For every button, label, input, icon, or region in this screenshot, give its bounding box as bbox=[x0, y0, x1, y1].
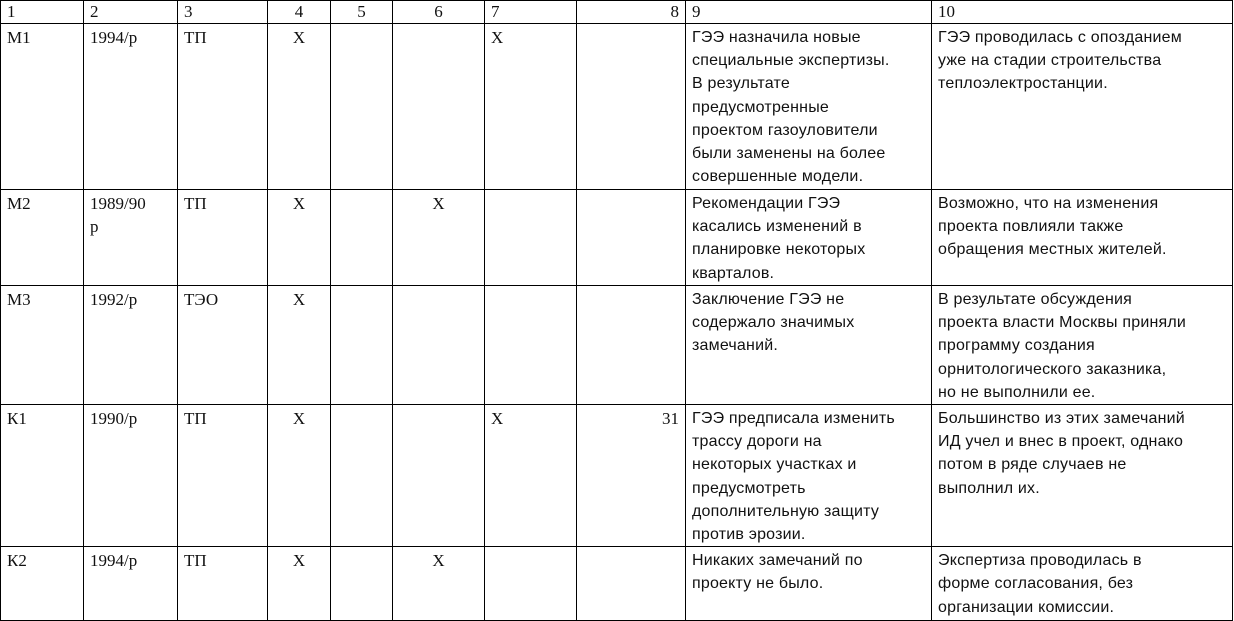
cell-type: ТП bbox=[178, 547, 268, 621]
cell-col7 bbox=[485, 190, 577, 286]
cell-remarks: Никаких замечаний по проекту не было. bbox=[686, 547, 932, 621]
header-cell: 10 bbox=[932, 1, 1233, 24]
cell-col8 bbox=[577, 547, 686, 621]
cell-col8 bbox=[577, 190, 686, 286]
cell-id: М1 bbox=[1, 24, 84, 190]
cell-col4: Х bbox=[268, 24, 331, 190]
cell-col6 bbox=[393, 405, 485, 547]
header-cell: 7 bbox=[485, 1, 577, 24]
cell-notes: ГЭЭ проводилась с опозданием уже на стадии строительства теплоэлектростанции. bbox=[932, 24, 1233, 190]
cell-notes: В результате обсуждения проекта власти Москвы приняли программу создания орнитологического заказника, но не выполнили ее. bbox=[932, 286, 1233, 405]
cell-type: ТП bbox=[178, 190, 268, 286]
cell-col8 bbox=[577, 286, 686, 405]
cell-year: 1994/р bbox=[84, 24, 178, 190]
cell-remarks: ГЭЭ предписала изменить трассу дороги на некоторых участках и предусмотреть дополнительную защиту против эрозии. bbox=[686, 405, 932, 547]
cell-col6: Х bbox=[393, 190, 485, 286]
cell-col5 bbox=[331, 286, 393, 405]
cell-type: ТП bbox=[178, 24, 268, 190]
cell-remarks: Заключение ГЭЭ не содержало значимых замечаний. bbox=[686, 286, 932, 405]
cell-type: ТП bbox=[178, 405, 268, 547]
header-row bbox=[1, 1, 1233, 24]
cell-notes: Большинство из этих замечаний ИД учел и внес в проект, однако потом в ряде случаев не выполнил их. bbox=[932, 405, 1233, 547]
cell-year: 1989/90 р bbox=[84, 190, 178, 286]
cell-col4: Х bbox=[268, 547, 331, 621]
header-cell: 3 bbox=[178, 1, 268, 24]
cell-col5 bbox=[331, 547, 393, 621]
header-cell: 4 bbox=[268, 1, 331, 24]
cell-col7: Х bbox=[485, 24, 577, 190]
cell-col6 bbox=[393, 24, 485, 190]
cell-type: ТЭО bbox=[178, 286, 268, 405]
table-row bbox=[1, 24, 1233, 190]
cell-remarks: ГЭЭ назначила новые специальные экспертизы. В результате предусмотренные проектом газоуловители были заменены на более совершенные модели. bbox=[686, 24, 932, 190]
cell-col5 bbox=[331, 24, 393, 190]
cell-year: 1992/р bbox=[84, 286, 178, 405]
header-cell: 8 bbox=[577, 1, 686, 24]
cell-col7: Х bbox=[485, 405, 577, 547]
header-cell: 2 bbox=[84, 1, 178, 24]
table-row bbox=[1, 190, 1233, 286]
header-cell: 6 bbox=[393, 1, 485, 24]
cell-col4: Х bbox=[268, 405, 331, 547]
cell-col4: Х bbox=[268, 190, 331, 286]
cell-col4: Х bbox=[268, 286, 331, 405]
cell-col8 bbox=[577, 24, 686, 190]
cell-id: К2 bbox=[1, 547, 84, 621]
table-row bbox=[1, 405, 1233, 547]
cell-id: М3 bbox=[1, 286, 84, 405]
cell-col8: 31 bbox=[577, 405, 686, 547]
cell-col5 bbox=[331, 405, 393, 547]
cell-notes: Возможно, что на изменения проекта повлияли также обращения местных жителей. bbox=[932, 190, 1233, 286]
cell-col6: Х bbox=[393, 547, 485, 621]
cell-remarks: Рекомендации ГЭЭ касались изменений в планировке некоторых кварталов. bbox=[686, 190, 932, 286]
cell-id: К1 bbox=[1, 405, 84, 547]
header-cell: 9 bbox=[686, 1, 932, 24]
cell-notes: Экспертиза проводилась в форме согласования, без организации комиссии. bbox=[932, 547, 1233, 621]
cell-year: 1990/р bbox=[84, 405, 178, 547]
cell-col7 bbox=[485, 547, 577, 621]
cell-id: М2 bbox=[1, 190, 84, 286]
cell-col7 bbox=[485, 286, 577, 405]
cell-col5 bbox=[331, 190, 393, 286]
table-row bbox=[1, 547, 1233, 621]
header-cell: 1 bbox=[1, 1, 84, 24]
cell-year: 1994/р bbox=[84, 547, 178, 621]
table-row bbox=[1, 286, 1233, 405]
cell-col6 bbox=[393, 286, 485, 405]
header-cell: 5 bbox=[331, 1, 393, 24]
